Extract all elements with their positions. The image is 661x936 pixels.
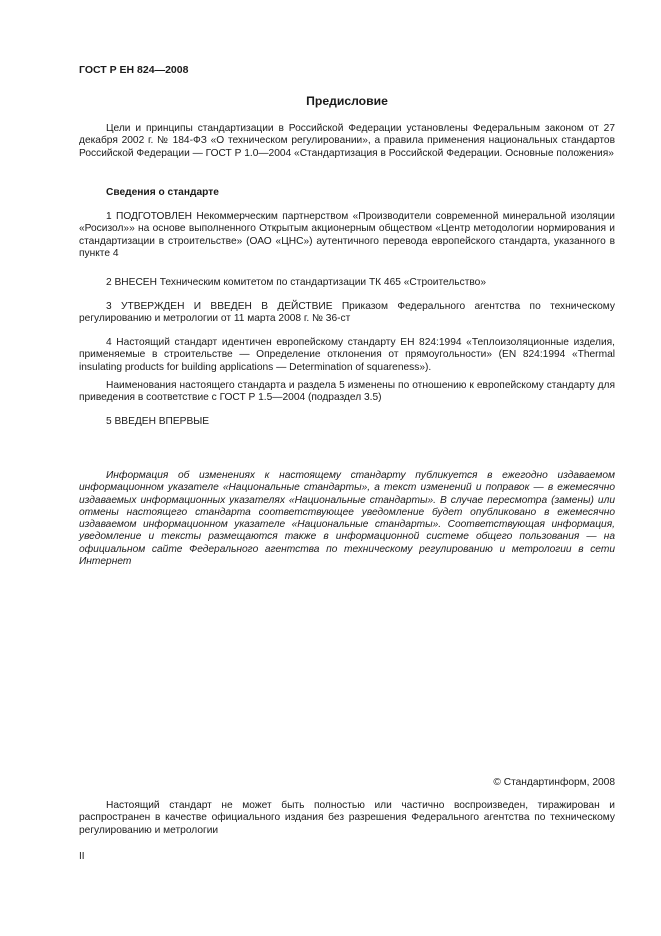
reproduction-notice: Настоящий стандарт не может быть полностью или частично воспроизведен, тиражирован и распространен в качестве официального издания без разрешения Федерального агентства по техническому регулированию и метрологии <box>79 800 615 836</box>
changes-info-notice: Информация об изменениях к настоящему стандарту публикуется в ежегодно издаваемом информационном указателе «Национальные стандарты», а текст изменений и поправок — в ежемесячно издаваемых информационных указателях «Национальные стандарты». В случае пересмотра (замены) или отмены настоящего стандарта соответствующее уведомление будет опубликовано в ежемесячно издаваемом информационном указателе «Национальные стандарты». Соответствующая информация, уведомление и тексты размещаются также в информационной системе общего пользования — на официальном сайте Федерального агентства по техническому регулированию и метрологии в сети Интернет <box>79 470 615 568</box>
preface-item-2: 2 ВНЕСЕН Техническим комитетом по стандартизации ТК 465 «Строительство» <box>106 277 486 288</box>
preface-title: Предисловие <box>306 94 388 108</box>
document-id-header: ГОСТ Р ЕН 824—2008 <box>79 64 189 76</box>
copyright-notice: © Стандартинформ, 2008 <box>493 777 615 788</box>
preface-item-3: 3 УТВЕРЖДЕН И ВВЕДЕН В ДЕЙСТВИЕ Приказом Федерального агентства по техническому регулированию и метрологии от 11 марта 2008 г. № 36-ст <box>79 301 615 325</box>
preface-intro: Цели и принципы стандартизации в Российской Федерации установлены Федеральным законом от 27 декабря 2002 г. № 184-ФЗ «О техническом регулировании», а правила применения национальных стандартов Российской Федерации — ГОСТ Р 1.0—2004 «Стандартизация в Российской Федерации. Основные положения» <box>79 123 615 159</box>
preface-item-4-note: Наименования настоящего стандарта и раздела 5 изменены по отношению к европейскому стандарту для приведения в соответствие с ГОСТ Р 1.5—2004 (подраздел 3.5) <box>79 380 615 404</box>
preface-item-1: 1 ПОДГОТОВЛЕН Некоммерческим партнерством «Производители современной минеральной изоляции «Росизол»» на основе выполненного Открытым акционерным обществом «Центр методологии нормирования и стандартизации в строительстве» (ОАО «ЦНС») аутентичного перевода европейского стандарта, указанного в пункте 4 <box>79 211 615 259</box>
preface-item-5: 5 ВВЕДЕН ВПЕРВЫЕ <box>106 416 210 427</box>
page-number: II <box>79 851 85 862</box>
about-standard-heading: Сведения о стандарте <box>106 187 219 198</box>
preface-item-4: 4 Настоящий стандарт идентичен европейскому стандарту ЕН 824:1994 «Теплоизоляционные изделия, применяемые в строительстве — Определение отклонения от прямоугольности» (EN 824:1994 «Thermal insulating products for building applications — Determination of squareness»). <box>79 337 615 373</box>
